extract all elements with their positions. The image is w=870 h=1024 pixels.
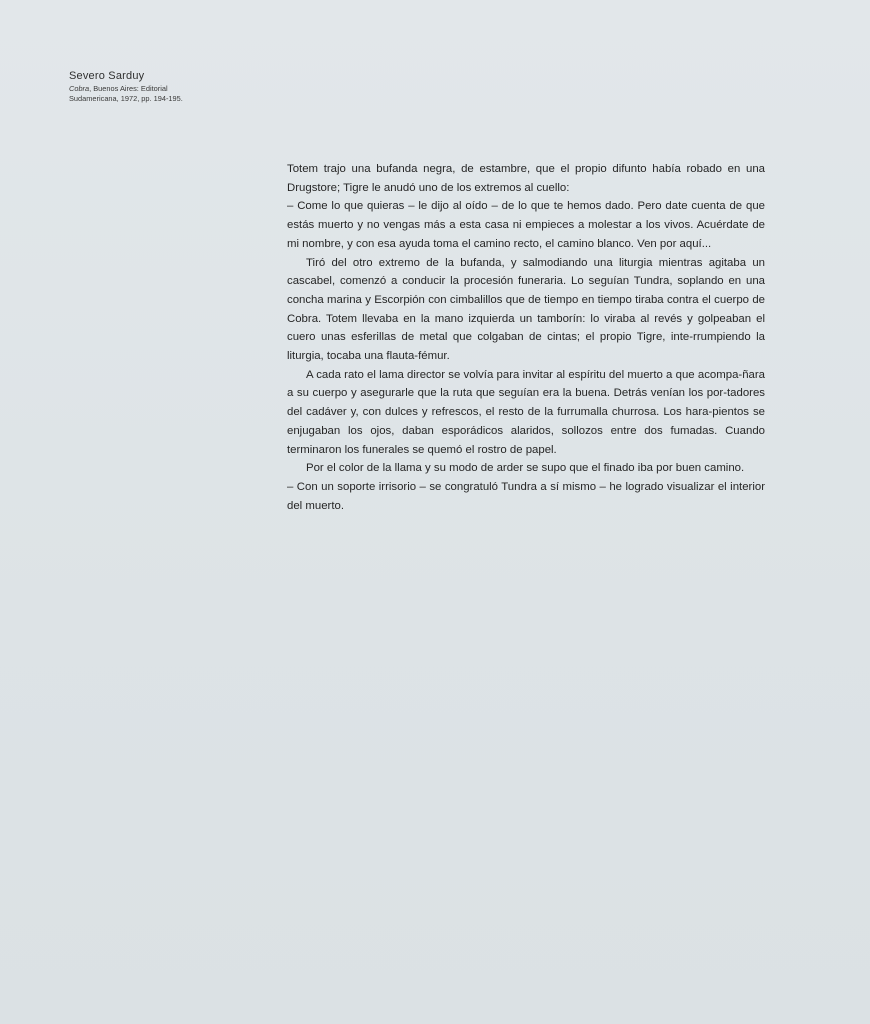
publisher-line-1: , Buenos Aires: Editorial <box>89 84 168 93</box>
citation-block <box>69 69 269 103</box>
paragraph-4: A cada rato el lama director se volvía para invitar al espíritu del muerto a que acompa-ñara a su cuerpo y asegurarle que la ruta que seguían era la buena. Detrás venían los por-tadores del cadáver y, con dulces y refrescos, el resto de la furrumalla churrosa. Los hara-pientos se enjugaban los ojos, daban esporádicos alaridos, sollozos entre dos fumadas. Cuando terminaron los funerales se quemó el rostro de papel. <box>287 368 765 456</box>
paragraph-3: Tiró del otro extremo de la bufanda, y salmodiando una liturgia mientras agitaba un cascabel, comenzó a conducir la procesión funeraria. Lo seguían Tundra, soplando en una concha marina y Escorpión con cimbalillos que de tiempo en tiempo tiraba contra el cuerpo de Cobra. Totem llevaba en la mano izquierda un tamborín: lo viraba al revés y golpeaban el cuero unas esferillas de metal que colgaban de cintas; el propio Tigre, inte-rrumpiendo la liturgia, tocaba una flauta-fémur. <box>287 256 765 363</box>
paragraph-5: Por el color de la llama y su modo de arder se supo que el finado iba por buen camino. <box>306 462 745 475</box>
book-title: Cobra <box>69 84 90 93</box>
quoted-text <box>287 160 765 515</box>
paragraph-6: – Con un soporte irrisorio – se congratuló Tundra a sí mismo – he logrado visualizar el interior del muerto. <box>287 480 765 512</box>
author-name: Severo Sarduy <box>69 70 145 82</box>
source-reference <box>69 84 269 103</box>
paragraph-1: Totem trajo una bufanda negra, de estambre, que el propio difunto había robado en una Drugstore; Tigre le anudó uno de los extremos al cuello: <box>287 163 765 194</box>
paragraph-2: – Come lo que quieras – le dijo al oído – de lo que te hemos dado. Pero date cuenta de que estás muerto y no vengas más a esta casa ni empieces a molestar a los vivos. Acuérdate de mi nombre, y con esa ayuda toma el camino recto, el camino blanco. Ven por aquí... <box>287 200 765 250</box>
publisher-line-2: Sudamericana, 1972, pp. 194-195. <box>69 93 183 103</box>
